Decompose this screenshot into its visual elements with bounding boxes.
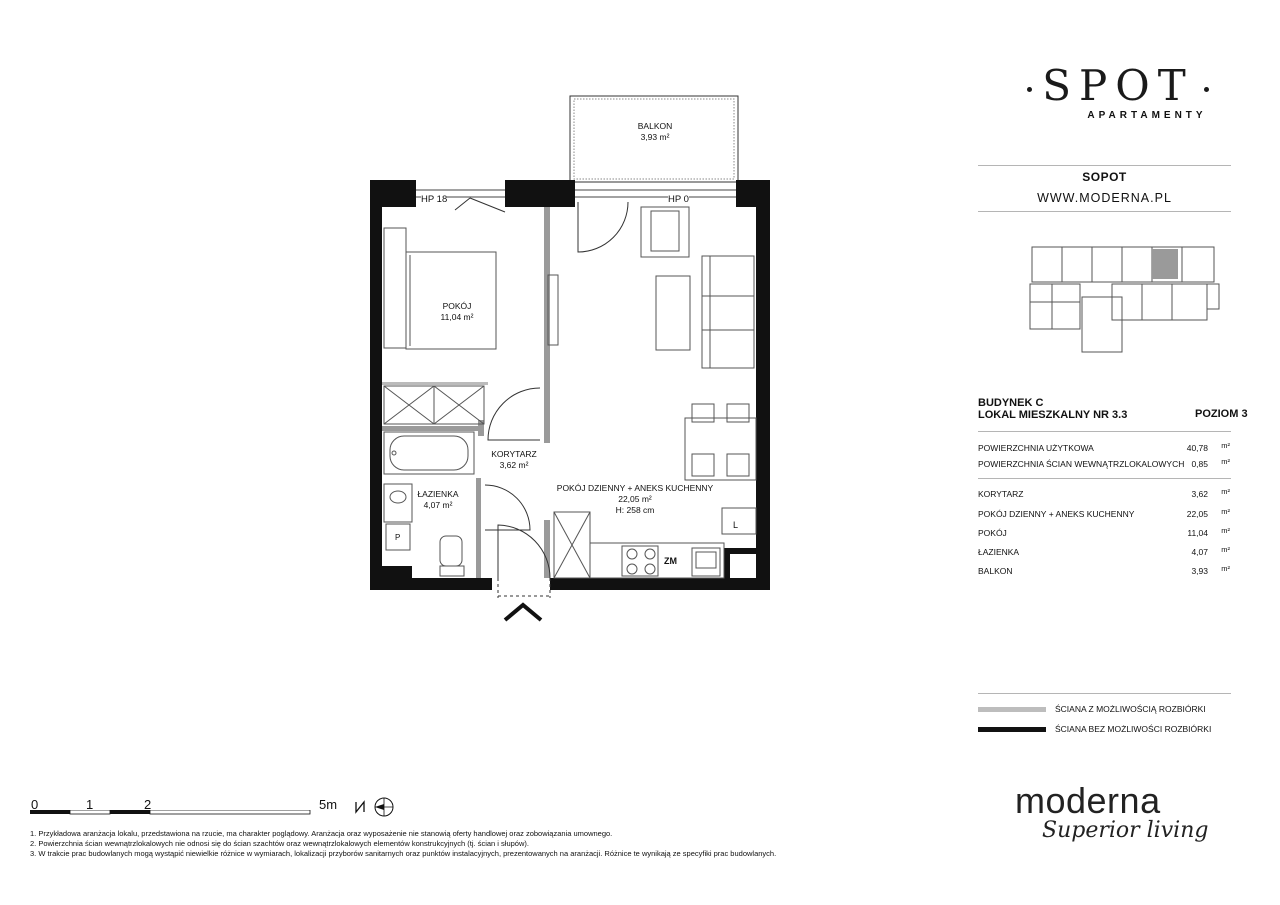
room-name: ŁAZIENKA xyxy=(978,547,1020,557)
floor-level: POZIOM 3 xyxy=(1195,408,1248,420)
bedroom-furniture xyxy=(384,228,496,424)
living-furniture xyxy=(548,207,756,578)
room-area: 4,07 xyxy=(1191,547,1208,557)
bathroom-label xyxy=(408,489,468,511)
room-name: POKÓJ xyxy=(978,528,1007,538)
legend-label-structural: ŚCIANA BEZ MOŻLIWOŚCI ROZBIÓRKI xyxy=(1055,724,1212,734)
room-row xyxy=(978,547,1230,559)
room-unit: m² xyxy=(1221,564,1230,573)
legend-swatch-removable xyxy=(978,707,1046,712)
summary-value: 40,78 xyxy=(1186,443,1208,453)
disclaimer-note: 1. Przykładowa aranżacja lokalu, przedstawiona na rzucie, ma charakter poglądowy. Aranżacja oraz wyposażenie nie stanowią oferty handlowej oraz zobowiązania umownego. xyxy=(30,829,613,838)
room-unit: m² xyxy=(1221,526,1230,535)
room-name: POKÓJ DZIENNY + ANEKS KUCHENNY xyxy=(978,509,1135,519)
city-label: SOPOT xyxy=(1082,170,1127,184)
living-height: H: 258 cm xyxy=(615,505,655,515)
room-name: BALKON xyxy=(978,566,1013,576)
corridor-area: 3,62 m² xyxy=(499,460,529,470)
divider xyxy=(978,693,1231,694)
summary-unit: m² xyxy=(1221,441,1230,450)
living-name: POKÓJ DZIENNY + ANEKS KUCHENNY xyxy=(556,483,714,493)
divider xyxy=(978,165,1231,166)
balcony-label xyxy=(610,121,700,143)
scale-mark: 0 xyxy=(31,797,39,812)
bathroom-name: ŁAZIENKA xyxy=(417,489,459,499)
unit-highlight xyxy=(1152,249,1178,279)
room-area: 22,05 xyxy=(1186,509,1208,519)
l-label: L xyxy=(733,520,739,530)
building-key-plan xyxy=(1022,242,1222,354)
divider xyxy=(978,431,1231,432)
room-row xyxy=(978,509,1230,521)
logo-dot-left-icon xyxy=(1027,87,1032,92)
room-unit: m² xyxy=(1221,487,1230,496)
summary-value: 0,85 xyxy=(1191,459,1208,469)
scale-mark: 1 xyxy=(86,797,94,812)
moderna-tagline: Superior living xyxy=(1042,818,1209,843)
room-area: 3,93 xyxy=(1191,566,1208,576)
scale-mark: 5m xyxy=(319,797,338,812)
summary-unit: m² xyxy=(1221,457,1230,466)
logo-dot-right-icon xyxy=(1204,87,1209,92)
corridor-name: KORYTARZ xyxy=(491,449,537,459)
hp-left-label: HP 18 xyxy=(421,194,448,205)
summary-row xyxy=(978,443,1230,455)
divider xyxy=(978,211,1231,212)
north-arrow-icon xyxy=(352,796,396,818)
room-row xyxy=(978,566,1230,578)
living-area: 22,05 m² xyxy=(618,494,652,504)
scale-bar xyxy=(30,810,350,818)
scale-mark: 2 xyxy=(144,797,152,812)
summary-row xyxy=(978,459,1230,471)
disclaimer-note: 3. W trakcie prac budowlanych mogą wystąpić niewielkie różnice w wymiarach, lokalizacji przyborów sanitarnych oraz punktów instalacyjnych, prezentowanych na aranżacji. Różnice te wynikają ze specyfiki prac budowlanych. xyxy=(30,849,777,858)
moderna-logo: moderna xyxy=(1015,780,1161,821)
website-link[interactable]: WWW.MODERNA.PL xyxy=(1037,191,1172,205)
room-area: 11,04 xyxy=(1187,528,1208,538)
summary-name: POWIERZCHNIA ŚCIAN WEWNĄTRZLOKALOWYCH xyxy=(978,459,1185,469)
room-area: 3,62 xyxy=(1191,489,1208,499)
balcony-area: 3,93 m² xyxy=(640,132,670,142)
room-row xyxy=(978,489,1230,501)
room-unit: m² xyxy=(1221,507,1230,516)
p-label: P xyxy=(395,533,401,542)
corridor-label xyxy=(474,449,554,471)
summary-name: POWIERZCHNIA UŻYTKOWA xyxy=(978,443,1094,453)
balcony-name: BALKON xyxy=(637,121,673,131)
legend-label-removable: ŚCIANA Z MOŻLIWOŚCIĄ ROZBIÓRKI xyxy=(1055,704,1206,714)
spot-logo xyxy=(1000,62,1236,121)
bathroom-area: 4,07 m² xyxy=(423,500,453,510)
bedroom-area: 11,04 m² xyxy=(440,312,474,322)
zm-label: ZM xyxy=(664,556,677,566)
legend-swatch-structural xyxy=(978,727,1046,732)
building-name: BUDYNEK C xyxy=(978,397,1044,409)
unit-number: LOKAL MIESZKALNY NR 3.3 xyxy=(978,409,1128,421)
logo-text: SPOT xyxy=(1042,61,1194,110)
room-unit: m² xyxy=(1221,545,1230,554)
bedroom-label xyxy=(412,301,502,323)
disclaimer-note: 2. Powierzchnia ścian wewnątrzlokalowych nie odnosi się do ścian szachtów oraz wewnątrzlokalowych elementów konstrukcyjnych (tj. ścian i słupów). xyxy=(30,839,529,848)
bedroom-name: POKÓJ xyxy=(442,301,472,311)
room-row xyxy=(978,528,1230,540)
hp-right-label: HP 0 xyxy=(668,194,689,205)
divider xyxy=(978,478,1231,479)
logo-subtitle: APARTAMENTY xyxy=(1087,110,1207,121)
entrance-arrow-icon xyxy=(505,605,541,620)
living-label xyxy=(549,483,721,516)
room-name: KORYTARZ xyxy=(978,489,1024,499)
